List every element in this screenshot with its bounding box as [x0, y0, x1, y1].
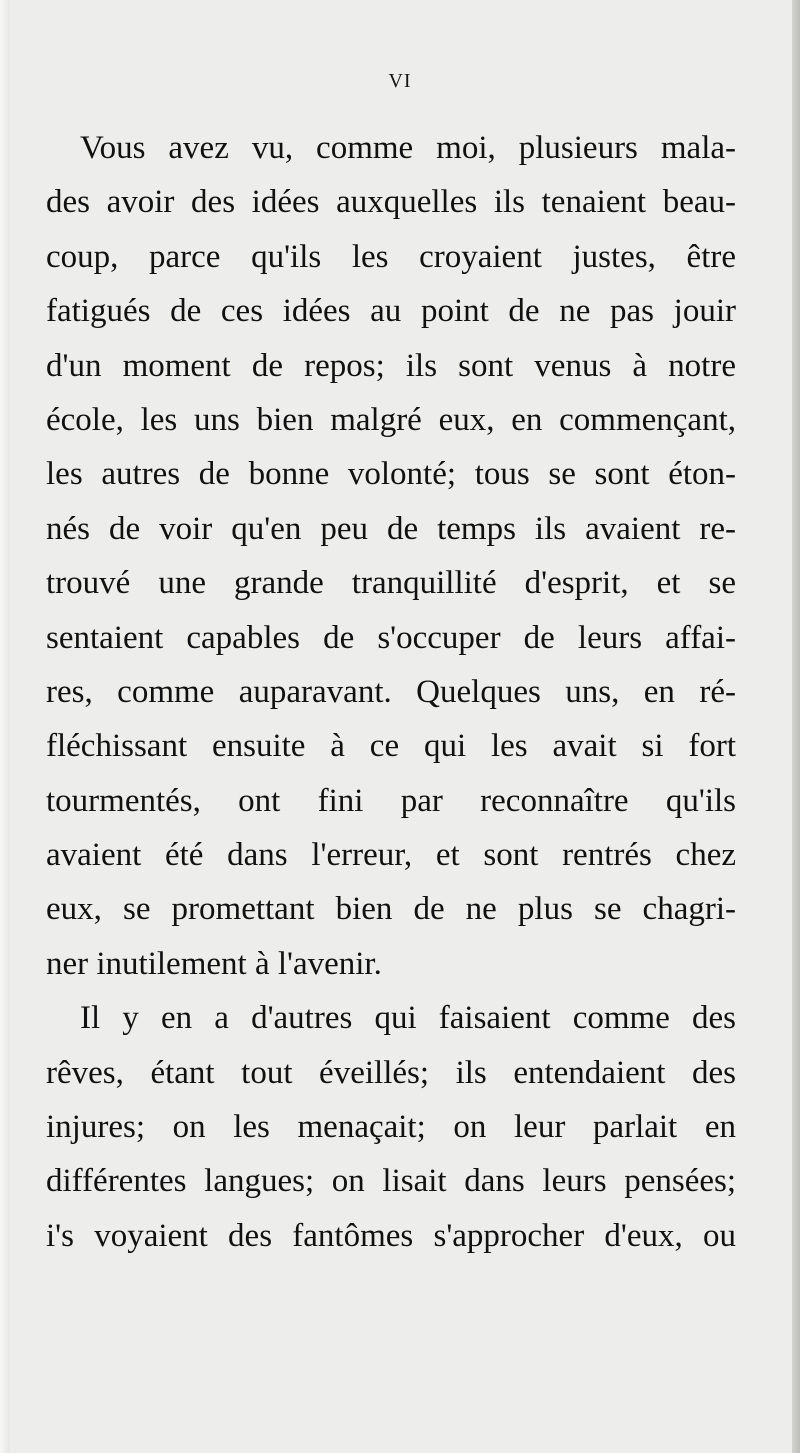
text-line: injures; on les menaçait; on leur parlait en	[46, 1109, 736, 1146]
text-line: ner inutilement à l'avenir.	[46, 945, 382, 982]
text-line: école, les uns bien malgré eux, en commençant,	[46, 401, 736, 438]
text-line: différentes langues; on lisait dans leurs pensées;	[46, 1163, 736, 1200]
text-line: fléchissant ensuite à ce qui les avait si fort	[46, 728, 736, 765]
text-line: fatigués de ces idées au point de ne pas jouir	[46, 293, 736, 330]
text-line: i's voyaient des fantômes s'approcher d'eux, ou	[46, 1217, 736, 1254]
text-line: d'un moment de repos; ils sont venus à notre	[46, 347, 736, 384]
paragraph-2	[46, 991, 736, 1263]
text-line: sentaient capables de s'occuper de leurs affai-	[46, 619, 736, 656]
text-line: rêves, étant tout éveillés; ils entendaient des	[46, 1054, 736, 1091]
body-text	[46, 121, 736, 1263]
text-line: des avoir des idées auxquelles ils tenaient beau-	[46, 184, 736, 221]
text-line: coup, parce qu'ils les croyaient justes, être	[46, 238, 736, 275]
text-line: res, comme auparavant. Quelques uns, en ré-	[46, 673, 736, 710]
text-line: Vous avez vu, comme moi, plusieurs mala-	[80, 130, 736, 166]
text-line: nés de voir qu'en peu de temps ils avaient re-	[46, 510, 736, 547]
page-number: VI	[388, 70, 412, 92]
text-line: trouvé une grande tranquillité d'esprit, et se	[46, 565, 736, 602]
paragraph-1	[46, 121, 736, 991]
text-line: Il y en a d'autres qui faisaient comme des	[80, 1000, 736, 1037]
text-line: eux, se promettant bien de ne plus se chagri-	[46, 891, 736, 928]
text-line: avaient été dans l'erreur, et sont rentrés chez	[46, 837, 736, 874]
text-line: les autres de bonne volonté; tous se sont éton-	[46, 456, 736, 493]
text-line: tourmentés, ont fini par reconnaître qu'ils	[46, 782, 736, 819]
